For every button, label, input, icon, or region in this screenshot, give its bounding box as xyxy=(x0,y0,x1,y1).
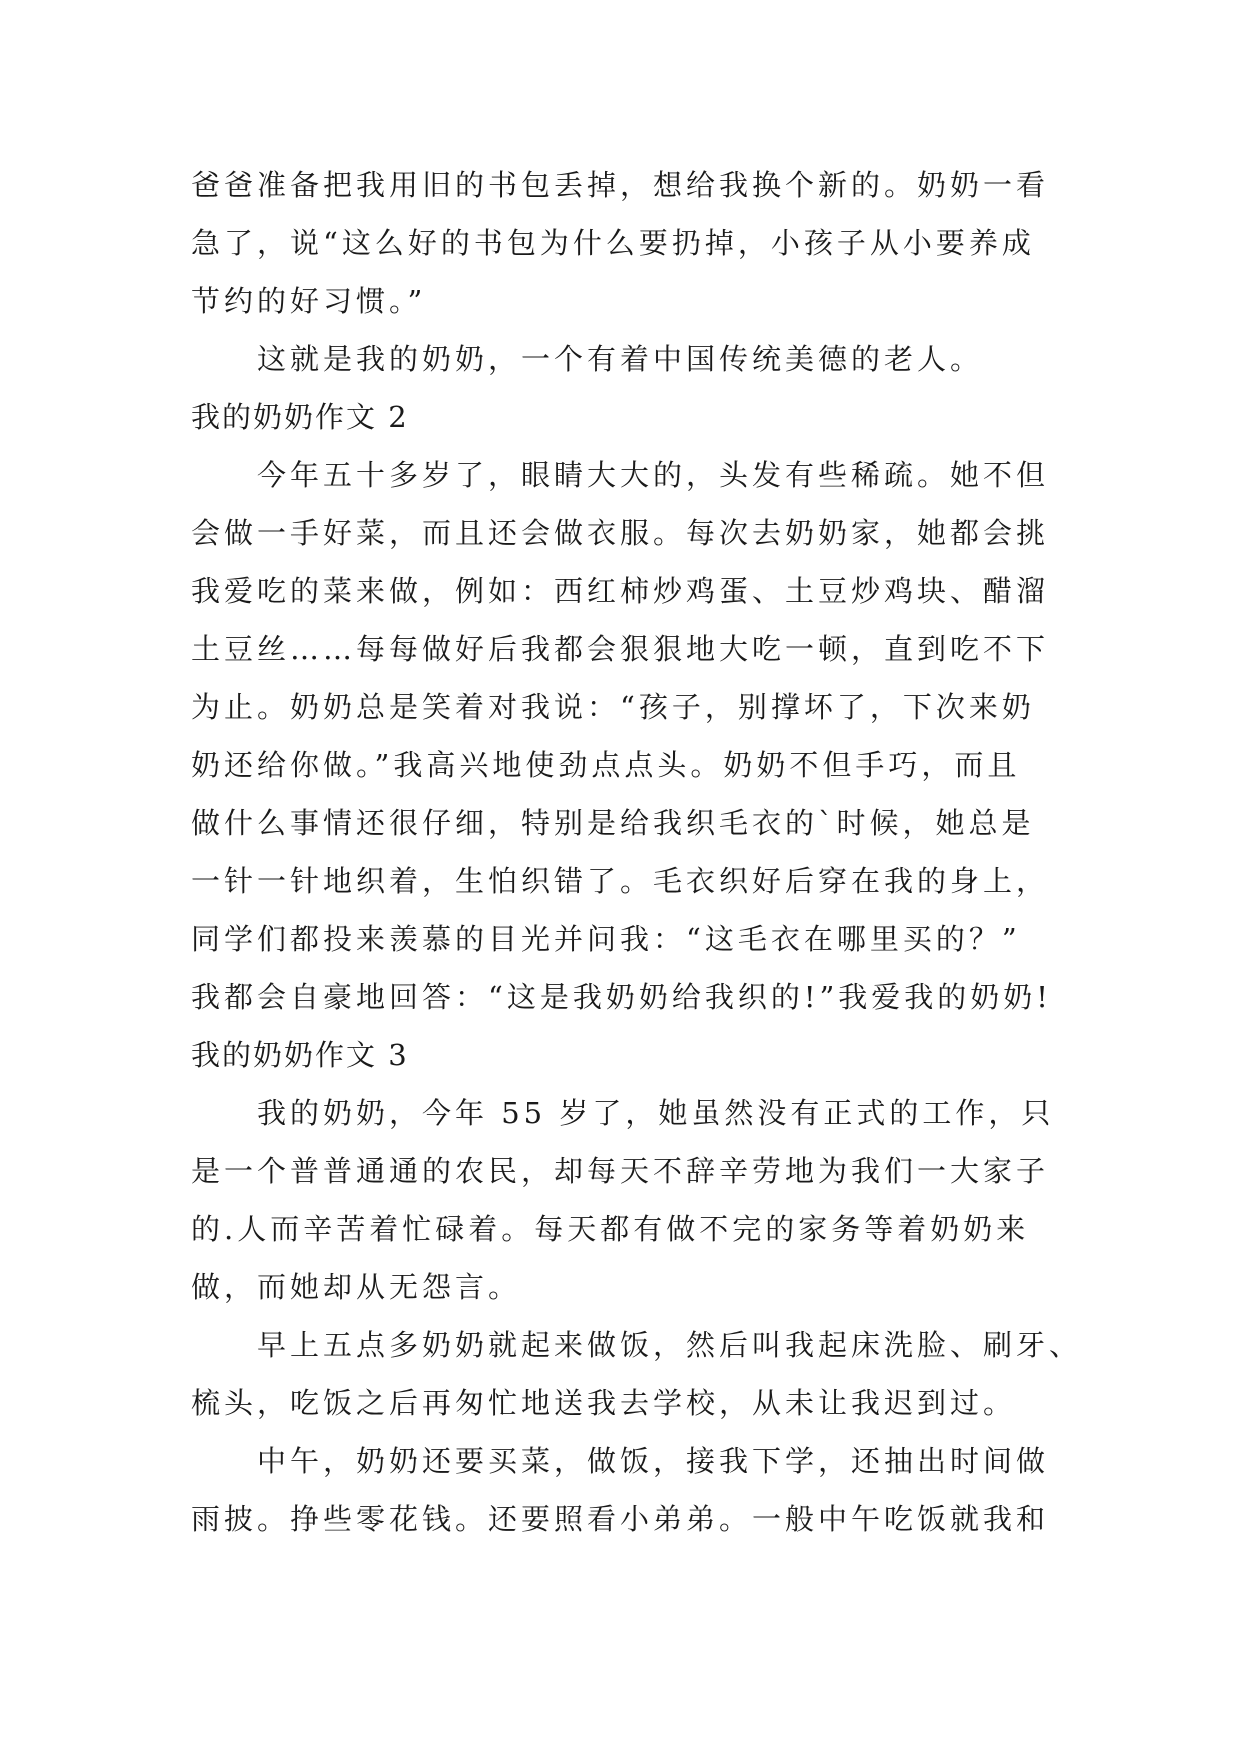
text-line: 节约的好习惯。” xyxy=(191,284,427,318)
text-line: 我爱吃的菜来做，例如：西红柿炒鸡蛋、土豆炒鸡块、醋溜 xyxy=(191,574,1050,608)
text-line: 急了，说“这么好的书包为什么要扔掉，小孩子从小要养成 xyxy=(191,226,1035,260)
text-line: 我的奶奶，今年 55 岁了，她虽然没有正式的工作，只 xyxy=(257,1096,1055,1130)
text-line: 是一个普普通通的农民，却每天不辞辛劳地为我们一大家子 xyxy=(191,1154,1050,1188)
section-heading: 我的奶奶作文 3 xyxy=(191,1038,409,1072)
text-line: 做什么事情还很仔细，特别是给我织毛衣的`时候，她总是 xyxy=(191,806,1035,840)
text-line: 会做一手好菜，而且还会做衣服。每次去奶奶家，她都会挑 xyxy=(191,516,1050,550)
text-line: 这就是我的奶奶，一个有着中国传统美德的老人。 xyxy=(257,342,984,376)
text-line: 做，而她却从无怨言。 xyxy=(191,1270,522,1304)
text-line: 土豆丝……每每做好后我都会狠狠地大吃一顿，直到吃不下 xyxy=(191,632,1050,666)
text-line: 早上五点多奶奶就起来做饭，然后叫我起床洗脸、刷牙、 xyxy=(257,1328,1083,1362)
text-line: 我都会自豪地回答：“这是我奶奶给我织的!”我爱我的奶奶! xyxy=(191,980,1052,1014)
text-line: 爸爸准备把我用旧的书包丢掉，想给我换个新的。奶奶一看 xyxy=(191,168,1050,202)
text-line: 雨披。挣些零花钱。还要照看小弟弟。一般中午吃饭就我和 xyxy=(191,1502,1050,1536)
text-line: 奶还给你做。”我高兴地使劲点点头。奶奶不但手巧，而且 xyxy=(191,748,1021,782)
text-line: 同学们都投来羡慕的目光并问我：“这毛衣在哪里买的？” xyxy=(191,922,1021,956)
text-line: 为止。奶奶总是笑着对我说：“孩子，别撑坏了，下次来奶 xyxy=(191,690,1035,724)
text-line: 梳头，吃饭之后再匆忙地送我去学校，从未让我迟到过。 xyxy=(191,1386,1017,1420)
text-line: 的.人而辛苦着忙碌着。每天都有做不完的家务等着奶奶来 xyxy=(191,1212,1030,1246)
section-heading: 我的奶奶作文 2 xyxy=(191,400,409,434)
text-line: 一针一针地织着，生怕织错了。毛衣织好后穿在我的身上， xyxy=(191,864,1050,898)
text-line: 中午，奶奶还要买菜，做饭，接我下学，还抽出时间做 xyxy=(257,1444,1050,1478)
document-body xyxy=(191,156,1083,1548)
text-line: 今年五十多岁了，眼睛大大的，头发有些稀疏。她不但 xyxy=(257,458,1050,492)
